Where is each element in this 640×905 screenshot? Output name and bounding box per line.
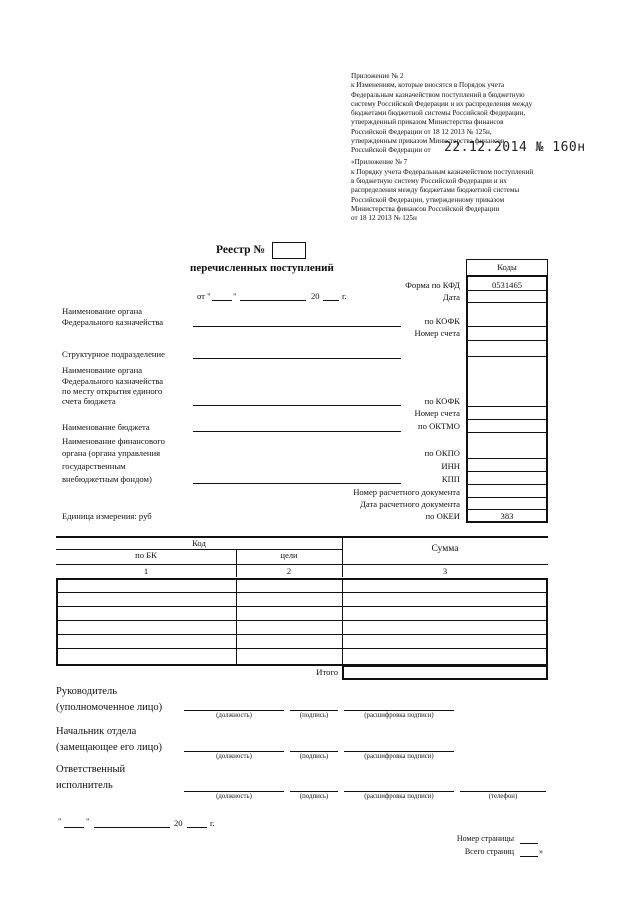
table-row[interactable] (56, 606, 548, 607)
fk-acc-label-1: Наименование органа (62, 365, 143, 375)
annex-block (351, 72, 586, 223)
exec-label-1: Ответственный (56, 764, 126, 775)
fk-acc-label-2: Федерального казначейства (62, 376, 164, 386)
head-label-2: (уполномоченное лицо) (56, 702, 163, 713)
struct-line[interactable] (193, 358, 401, 359)
annex-line: Министерства финансов Российской Федерации (351, 204, 500, 213)
codes-label-account-2: Номер счета (414, 408, 460, 418)
annex-line: к Порядку учета Федеральным казначейством поступлений (351, 167, 534, 176)
date-year-prefix: 20 (311, 291, 320, 301)
fin-label-1: Наименование финансового (62, 436, 165, 446)
table-row[interactable] (56, 648, 548, 649)
codes-label-doc-date: Дата расчетного документа (359, 499, 460, 509)
codes-value-okei: 383 (500, 511, 514, 521)
date-year-suffix: г. (342, 291, 347, 301)
codes-value-form: 0531465 (491, 280, 523, 290)
head-label (56, 684, 162, 716)
fk-acc-line[interactable] (193, 405, 401, 406)
annex-line: утвержденный приказом Министерства финансов (351, 118, 504, 127)
chief-sign-caption: (подпись) (299, 753, 329, 760)
codes-label-account-1: Номер счета (414, 328, 460, 338)
codes-label-inn: ИНН (441, 461, 460, 471)
annex-line: Приложение № 2 (351, 72, 404, 80)
chief-decode-caption: (расшифровка подписи) (364, 753, 434, 760)
date-quote: " (233, 291, 237, 301)
annex-line: от 18 12 2013 № 125н (351, 214, 417, 223)
codes-label-date: Дата (442, 292, 460, 302)
table-col-num-3: 3 (442, 566, 448, 576)
fin-line[interactable] (193, 483, 401, 484)
pages-total-label: Всего страниц (464, 847, 514, 856)
handwritten-order-number: 22.12.2014 № 160н (444, 140, 586, 156)
fin-label-3: государственным (62, 461, 126, 471)
registry-number-box[interactable] (272, 242, 306, 259)
codes-header: Коды (466, 259, 548, 276)
table-code-header: Код (192, 538, 206, 548)
date-from-label: от " (197, 291, 211, 301)
registry-title: Реестр № (216, 244, 265, 256)
budget-label: Наименование бюджета (62, 422, 150, 432)
chief-label-1: Начальник отдела (56, 726, 137, 737)
table-total-cell[interactable] (342, 665, 548, 680)
exec-label-2: исполнитель (56, 780, 113, 791)
codes-label-form: Форма по КФД (405, 280, 460, 290)
head-decode-caption: (расшифровка подписи) (364, 712, 434, 719)
annex-date-prefix: Российской Федерации от (351, 146, 431, 155)
table-total-label: Итого (316, 667, 338, 677)
unit-label: Единица измерения: руб (62, 511, 152, 521)
annex-line: Российской Федерации, утвержденному приказом (351, 195, 505, 204)
annex-line: в бюджетную систему Российской Федерации и их (351, 176, 507, 185)
table-col-num-1: 1 (143, 566, 149, 576)
exec-sign-caption: (подпись) (299, 793, 329, 800)
struct-label: Структурное подразделение (62, 349, 165, 359)
codes-label-okei: по ОКЕИ (425, 511, 460, 521)
table-goal-header: цели (280, 550, 298, 560)
codes-box (466, 275, 548, 523)
annex-line: бюджетами бюджетной системы Российской Федерации, (351, 109, 526, 118)
fin-label-2: органа (органа управления (62, 448, 161, 458)
page-number-label: Номер страницы (456, 834, 514, 843)
codes-label-doc-number: Номер расчетного документа (353, 487, 460, 497)
table-row[interactable] (56, 634, 548, 635)
footer-year-prefix: 20 (174, 818, 183, 828)
exec-label (56, 762, 125, 794)
footer-year-suffix: г. (210, 818, 215, 828)
footer-date-quote-1: " (58, 816, 62, 826)
chief-position-caption: (должность) (216, 753, 252, 760)
chief-label-2: (замещающее его лицо) (56, 742, 163, 753)
codes-label-okpo: по ОКПО (424, 448, 460, 458)
table-sum-header: Сумма (431, 544, 459, 554)
fk-acc-label-4: счета бюджета (62, 396, 116, 406)
exec-position-caption: (должность) (216, 793, 252, 800)
annex-line: к Изменениям, которые вносятся в Порядок учета (351, 81, 505, 90)
fk-name-label-1: Наименование органа (62, 306, 143, 316)
table-bk-header: по БК (135, 550, 157, 560)
codes-label-kofk-1: по КОФК (424, 316, 460, 326)
fk-name-label-2: Федерального казначейства (62, 317, 164, 327)
annex-line: Федеральным казначейством поступлений в бюджетную (351, 90, 525, 99)
registry-subtitle: перечисленных поступлений (190, 262, 334, 274)
annex-line: «Приложение № 7 (351, 158, 408, 167)
table-row[interactable] (56, 592, 548, 593)
table-col-num-2: 2 (286, 566, 292, 576)
head-label-1: Руководитель (56, 686, 117, 697)
budget-line[interactable] (193, 431, 401, 432)
codes-label-oktmo: по ОКТМО (418, 421, 460, 431)
annex-line: систему Российской Федерации и их распределения между (351, 99, 533, 108)
annex-line: распределения между бюджетами бюджетной системы (351, 186, 520, 195)
fk-acc-label-3: по месту открытия единого (62, 386, 163, 396)
footer-date-quote-2: " (86, 816, 90, 826)
table-row[interactable] (56, 620, 548, 621)
chief-label (56, 724, 162, 756)
fk-name-line[interactable] (193, 326, 401, 327)
annex-line: утвержденным приказом Министерства финансов (351, 137, 505, 146)
head-sign-caption: (подпись) (299, 712, 329, 719)
codes-label-kpp: КПП (441, 474, 460, 484)
annex-line: Российской Федерации от 18 12 2013 № 125н, (351, 127, 492, 136)
head-position-caption: (должность) (216, 712, 252, 719)
codes-label-kofk-2: по КОФК (424, 396, 460, 406)
exec-phone-caption: (телефон) (488, 793, 518, 800)
pages-total-suffix: » (539, 847, 543, 856)
fin-label-4: внебюджетным фондом) (62, 474, 152, 484)
exec-decode-caption: (расшифровка подписи) (364, 793, 434, 800)
